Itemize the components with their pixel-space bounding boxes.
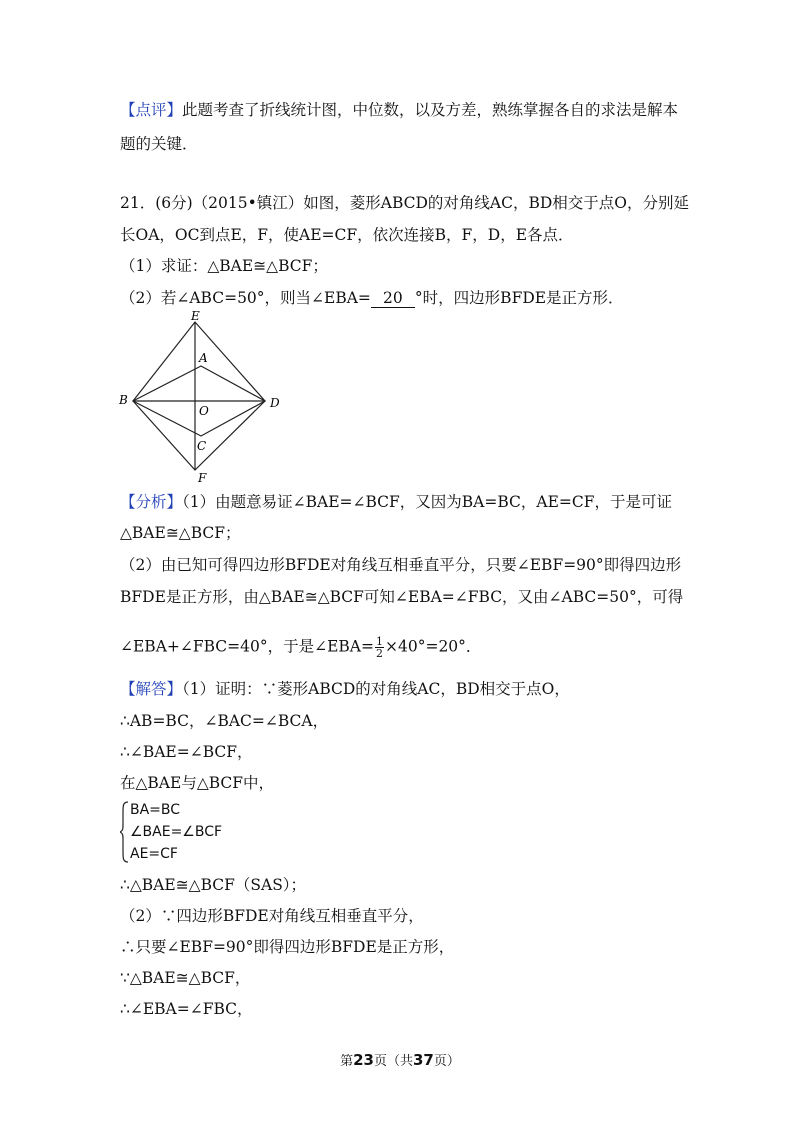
solution-line-5: ∴△BAE≅△BCF（SAS）； [120,876,307,894]
problem-line-1: 21．(6分)（2015•镇江）如图，菱形ABCD的对角线AC，BD相交于点O，分别延 [120,194,690,212]
analysis-tag: 【分析】 [120,493,183,511]
solution-line-4: 在△BAE与△BCF中， [120,774,275,792]
solution-line-7: ∴只要∠EBF=90°即得四边形BFDE是正方形， [120,938,455,956]
solution-line-1 [120,679,570,699]
part-2-suffix: °时，四边形BFDE是正方形． [414,289,624,307]
analysis-line-5-suffix: ×40°=20°． [385,637,482,656]
comment-line-2: 题的关键． [120,135,198,153]
page-footer [0,1050,800,1069]
solution-line-9: ∴∠EBA=∠FBC， [120,1000,253,1018]
solution-line-2: ∴AB=BC，∠BAC=∠BCA， [120,712,329,730]
label-b: B [119,393,128,407]
analysis-line-5-prefix: ∠EBA+∠FBC=40°，于是∠EBA= [120,637,374,656]
problem-part-1: （1）求证：△BAE≅△BCF； [120,257,328,275]
footer-middle: 页（共 [373,1054,413,1069]
solution-tag: 【解答】 [120,680,183,698]
footer-suffix: 页） [433,1054,460,1069]
system-eq-1: BA=BC [130,802,181,818]
problem-part-2 [120,288,624,308]
label-o: O [199,404,209,418]
analysis-text-1: （1）由题意易证∠BAE=∠BCF，又因为BA=BC，AE=CF，于是可证 [182,493,673,511]
rhombus-figure [115,310,285,490]
solution-line-8: ∵△BAE≅△BCF， [120,969,251,987]
fraction-denominator: 2 [376,647,383,660]
solution-text-1: （1）证明：∵菱形ABCD的对角线AC，BD相交于点O， [182,680,570,698]
analysis-line-5 [120,636,481,659]
footer-prefix: 第 [340,1054,354,1069]
analysis-line-1 [120,492,672,512]
answer-blank: 20 [371,290,415,308]
fraction-one-half [375,636,384,659]
system-eq-3: AE=CF [130,846,178,862]
analysis-line-2: △BAE≅△BCF； [120,524,241,542]
problem-line-2: 长OA，OC到点E，F，使AE=CF，依次连接B，F，D，E各点． [120,226,574,244]
label-e: E [191,310,200,323]
comment-text-1: 此题考查了折线统计图，中位数，以及方差，熟练掌握各自的求法是解本 [182,101,679,119]
label-d: D [270,396,280,410]
solution-line-6: （2）∵四边形BFDE对角线互相垂直平分， [120,907,424,925]
comment-line-1 [120,100,678,120]
label-a: A [199,351,208,365]
fraction-numerator: 1 [376,635,383,648]
label-f: F [198,471,207,485]
page-number: 23 [353,1051,374,1069]
total-pages: 37 [413,1051,434,1069]
analysis-line-4: BFDE是正方形，由△BAE≅△BCF可知∠EBA=∠FBC，又由∠ABC=50°，可得 [120,588,684,606]
part-2-prefix: （2）若∠ABC=50°，则当∠EBA= [120,289,371,307]
comment-tag: 【点评】 [120,101,183,119]
analysis-line-3: （2）由已知可得四边形BFDE对角线互相垂直平分，只要∠EBF=90°即得四边形 [120,556,682,574]
system-eq-2: ∠BAE=∠BCF [130,824,223,840]
label-c: C [197,439,207,453]
solution-line-3: ∴∠BAE=∠BCF， [120,743,253,761]
